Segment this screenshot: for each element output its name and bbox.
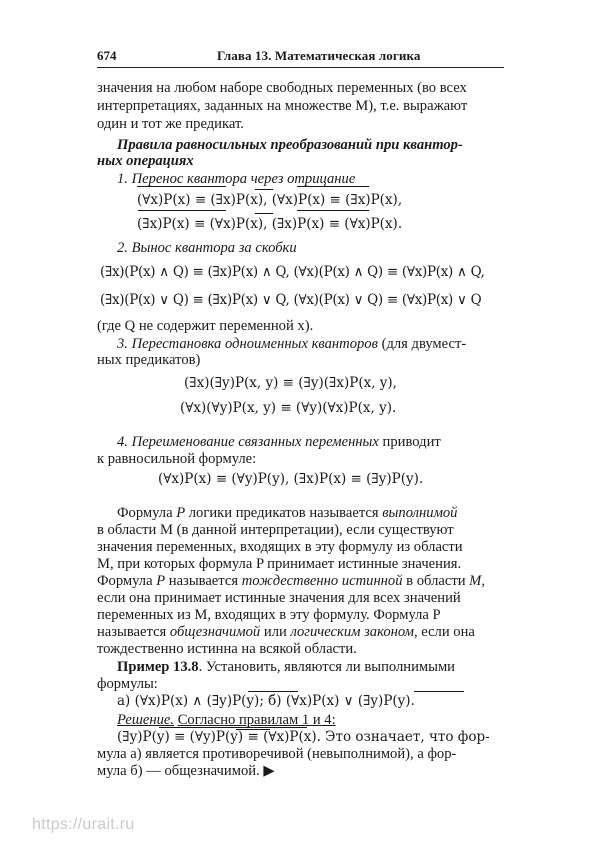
section-heading-line-2: ных операциях xyxy=(97,153,194,169)
solution-label: Решение. xyxy=(117,712,175,728)
example-line-2: формулы: xyxy=(97,676,158,692)
example-prompt: . Установить, являются ли выполнимыми xyxy=(198,659,455,675)
example-line-1 xyxy=(117,659,455,676)
rule-3-title-line-2: ных предикатов) xyxy=(97,352,201,368)
negation-bar xyxy=(248,691,298,692)
rule-2-title: 2. Вынос квантора за скобки xyxy=(117,240,297,256)
rule-2-formula-1: (∃x)(P(x) ∧ Q) ≡ (∃x)P(x) ∧ Q, (∀x)(P(x) ∧ Q) ≡ (∀x)P(x) ∧ Q, xyxy=(100,264,485,280)
negation-bar xyxy=(255,189,273,190)
definition-line-7: переменных из M, входящих в эту формулу. Формула P xyxy=(97,607,441,623)
example-line-5: (∃y)P(y) ≡ (∀y)P(y) ≡ (∀x)P(x). Это означает, что фор- xyxy=(117,729,490,745)
example-line-7: мула б) — общезначимой. ▶ xyxy=(97,763,275,779)
definition-line-8: называется общезначимой или логическим законом, если она xyxy=(97,624,475,640)
rule-4-line-1: 4. Переименование связанных переменных приводит xyxy=(117,434,441,450)
rule-1-formula-1: (∀x)P(x) ≡ (∃x)P(x), (∀x)P(x) ≡ (∃x)P(x), xyxy=(137,192,403,208)
example-formulas: а) (∀x)P(x) ∧ (∃y)P(y); б) (∀x)P(x) ∨ (∃y)P(y). xyxy=(117,693,415,709)
definition-line-1: Формула P логики предикатов называется выполнимой xyxy=(117,505,458,521)
example-line-6: мула а) является противоречивой (невыполнимой), а фор- xyxy=(97,746,457,762)
negation-bar xyxy=(159,727,307,728)
rule-1-title: 1. Перенос квантора через отрицание xyxy=(117,171,356,187)
negation-bar xyxy=(297,210,369,211)
negation-bar xyxy=(236,729,270,730)
rule-3-formula-1: (∃x)(∃y)P(x, y) ≡ (∃y)(∃x)P(x, y), xyxy=(184,375,397,391)
negation-bar xyxy=(138,210,226,211)
negation-bar xyxy=(414,691,464,692)
rule-4-formula: (∀x)P(x) ≡ (∀y)P(y), (∃x)P(x) ≡ (∃y)P(y). xyxy=(158,471,424,487)
definition-line-6: если она принимает истинные значения для всех значений xyxy=(97,590,461,606)
example-label: Пример 13.8 xyxy=(117,659,199,675)
intro-line-1: значения на любом наборе свободных переменных (во всех xyxy=(97,80,467,96)
rule-3-title: 3. Перестановка одноименных кванторов xyxy=(117,336,378,352)
negation-bar xyxy=(297,186,369,187)
solution-text: Согласно правилам 1 и 4: xyxy=(177,712,336,728)
negation-bar xyxy=(137,186,226,187)
rule-3-title-line-1: 3. Перестановка одноименных кванторов (для двумест- xyxy=(117,336,467,352)
definition-line-5: Формула P называется тождественно истинной в области M, xyxy=(97,573,485,589)
section-heading-line-1: Правила равносильных преобразований при квантор- xyxy=(117,137,463,153)
rule-4-title: 4. Переименование связанных переменных xyxy=(117,434,379,450)
definition-line-3: значения переменных, входящих в эту формулу из области xyxy=(97,539,463,555)
page-number: 674 xyxy=(97,48,117,63)
rule-2-note: (где Q не содержит переменной x). xyxy=(97,318,314,334)
running-header xyxy=(97,46,504,68)
negation-bar xyxy=(255,213,273,214)
intro-line-3: один и тот же предикат. xyxy=(97,116,244,132)
definition-line-2: в области M (в данной интерпретации), если существуют xyxy=(97,522,454,538)
rule-4-line-2: к равносильной формуле: xyxy=(97,451,257,467)
rule-2-formula-2: (∃x)(P(x) ∨ Q) ≡ (∃x)P(x) ∨ Q, (∀x)(P(x) ∨ Q) ≡ (∀x)P(x) ∨ Q xyxy=(100,292,482,308)
definition-line-4: M, при которых формула P принимает истинные значения. xyxy=(97,556,462,572)
rule-1-formula-2: (∃x)P(x) ≡ (∀x)P(x), (∃x)P(x) ≡ (∀x)P(x). xyxy=(137,216,403,232)
rule-3-formula-2: (∀x)(∀y)P(x, y) ≡ (∀y)(∀x)P(x, y). xyxy=(180,400,397,416)
watermark-url: https://urait.ru xyxy=(32,816,135,833)
intro-line-2: интерпретациях, заданных на множестве M), т.е. выражают xyxy=(97,98,468,114)
chapter-title: Глава 13. Математическая логика xyxy=(217,48,421,63)
definition-line-9: тождественно истинна на всякой области. xyxy=(97,641,357,657)
